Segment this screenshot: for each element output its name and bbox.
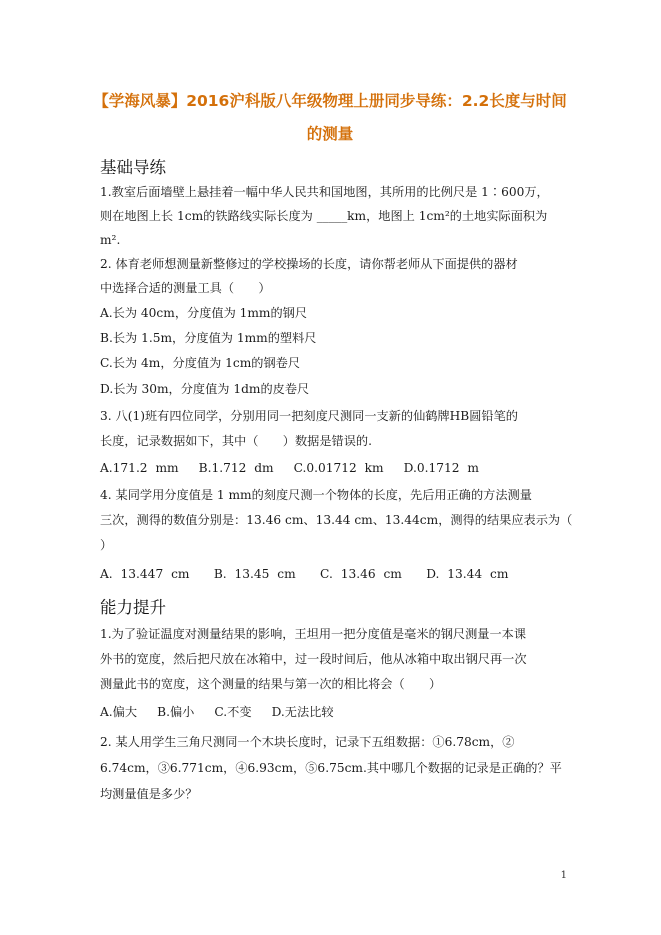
advanced-question-1-line-1: 1.为了验证温度对测量结果的影响，王坦用一把分度值是毫米的钢尺测量一本课 xyxy=(100,627,527,641)
advanced-question-2-line-3: 均测量值是多少？ xyxy=(100,787,198,801)
advanced-question-2-line-1: 2. 某人用学生三角尺测同一个木块长度时，记录下五组数据：①6.78cm，② xyxy=(100,735,515,749)
question-4-line-3: ） xyxy=(100,538,113,552)
question-2-option-b: B.长为 1.5m，分度值为 1mm的塑料尺 xyxy=(100,331,317,345)
question-4-line-1: 4. 某同学用分度值是 1 mm的刻度尺测一个物体的长度，先后用正确的方法测量 xyxy=(100,488,532,502)
question-3-options: A.171.2 mm B.1.712 dm C.0.01712 km D.0.1712 m xyxy=(100,461,479,475)
section-heading-advanced: 能力提升 xyxy=(100,598,166,617)
question-3-line-1: 3. 八(1)班有四位同学，分别用同一把刻度尺测同一支新的仙鹤牌HB圆铅笔的 xyxy=(100,409,518,423)
advanced-question-2-line-2: 6.74cm，③6.771cm，④6.93cm，⑤6.75cm.其中哪几个数据的记录是正确的？平 xyxy=(100,761,562,775)
advanced-question-1-line-3: 测量此书的宽度，这个测量的结果与第一次的相比将会（ ） xyxy=(100,677,442,691)
question-3-line-2: 长度，记录数据如下，其中（ ）数据是错误的. xyxy=(100,434,372,448)
advanced-question-1-options: A.偏大 B.偏小 C.不变 D.无法比较 xyxy=(100,705,334,719)
question-1-line-2: 则在地图上长 1cm的铁路线实际长度为 _____km，地图上 1cm²的土地实际面积为 xyxy=(100,209,548,223)
question-1-line-3: m². xyxy=(100,233,121,247)
question-2-option-a: A.长为 40cm，分度值为 1mm的钢尺 xyxy=(100,306,308,320)
section-heading-basic: 基础导练 xyxy=(100,158,166,177)
document-title-line-2: 的测量 xyxy=(306,125,354,143)
question-2-option-c: C.长为 4m，分度值为 1cm的钢卷尺 xyxy=(100,356,301,370)
question-4-line-2: 三次，测得的数值分别是：13.46 cm、13.44 cm、13.44cm，测得的结果应表示为（ xyxy=(100,513,573,527)
question-2-line-2: 中选择合适的测量工具（ ） xyxy=(100,281,271,295)
question-2-line-1: 2. 体育老师想测量新整修过的学校操场的长度，请你帮老师从下面提供的器材 xyxy=(100,257,518,271)
page-number: 1 xyxy=(560,870,567,881)
advanced-question-1-line-2: 外书的宽度，然后把尺放在冰箱中，过一段时间后，他从冰箱中取出钢尺再一次 xyxy=(100,652,527,666)
document-title-line-1: 【学海风暴】2016沪科版八年级物理上册同步导练：2.2长度与时间 xyxy=(93,92,567,110)
question-2-option-d: D.长为 30m，分度值为 1dm的皮卷尺 xyxy=(100,382,310,396)
question-1-line-1: 1.教室后面墙壁上悬挂着一幅中华人民共和国地图，其所用的比例尺是 1∶600万， xyxy=(100,185,549,199)
question-4-options: A. 13.447 cm B. 13.45 cm C. 13.46 cm D. 13.44 cm xyxy=(100,567,509,581)
